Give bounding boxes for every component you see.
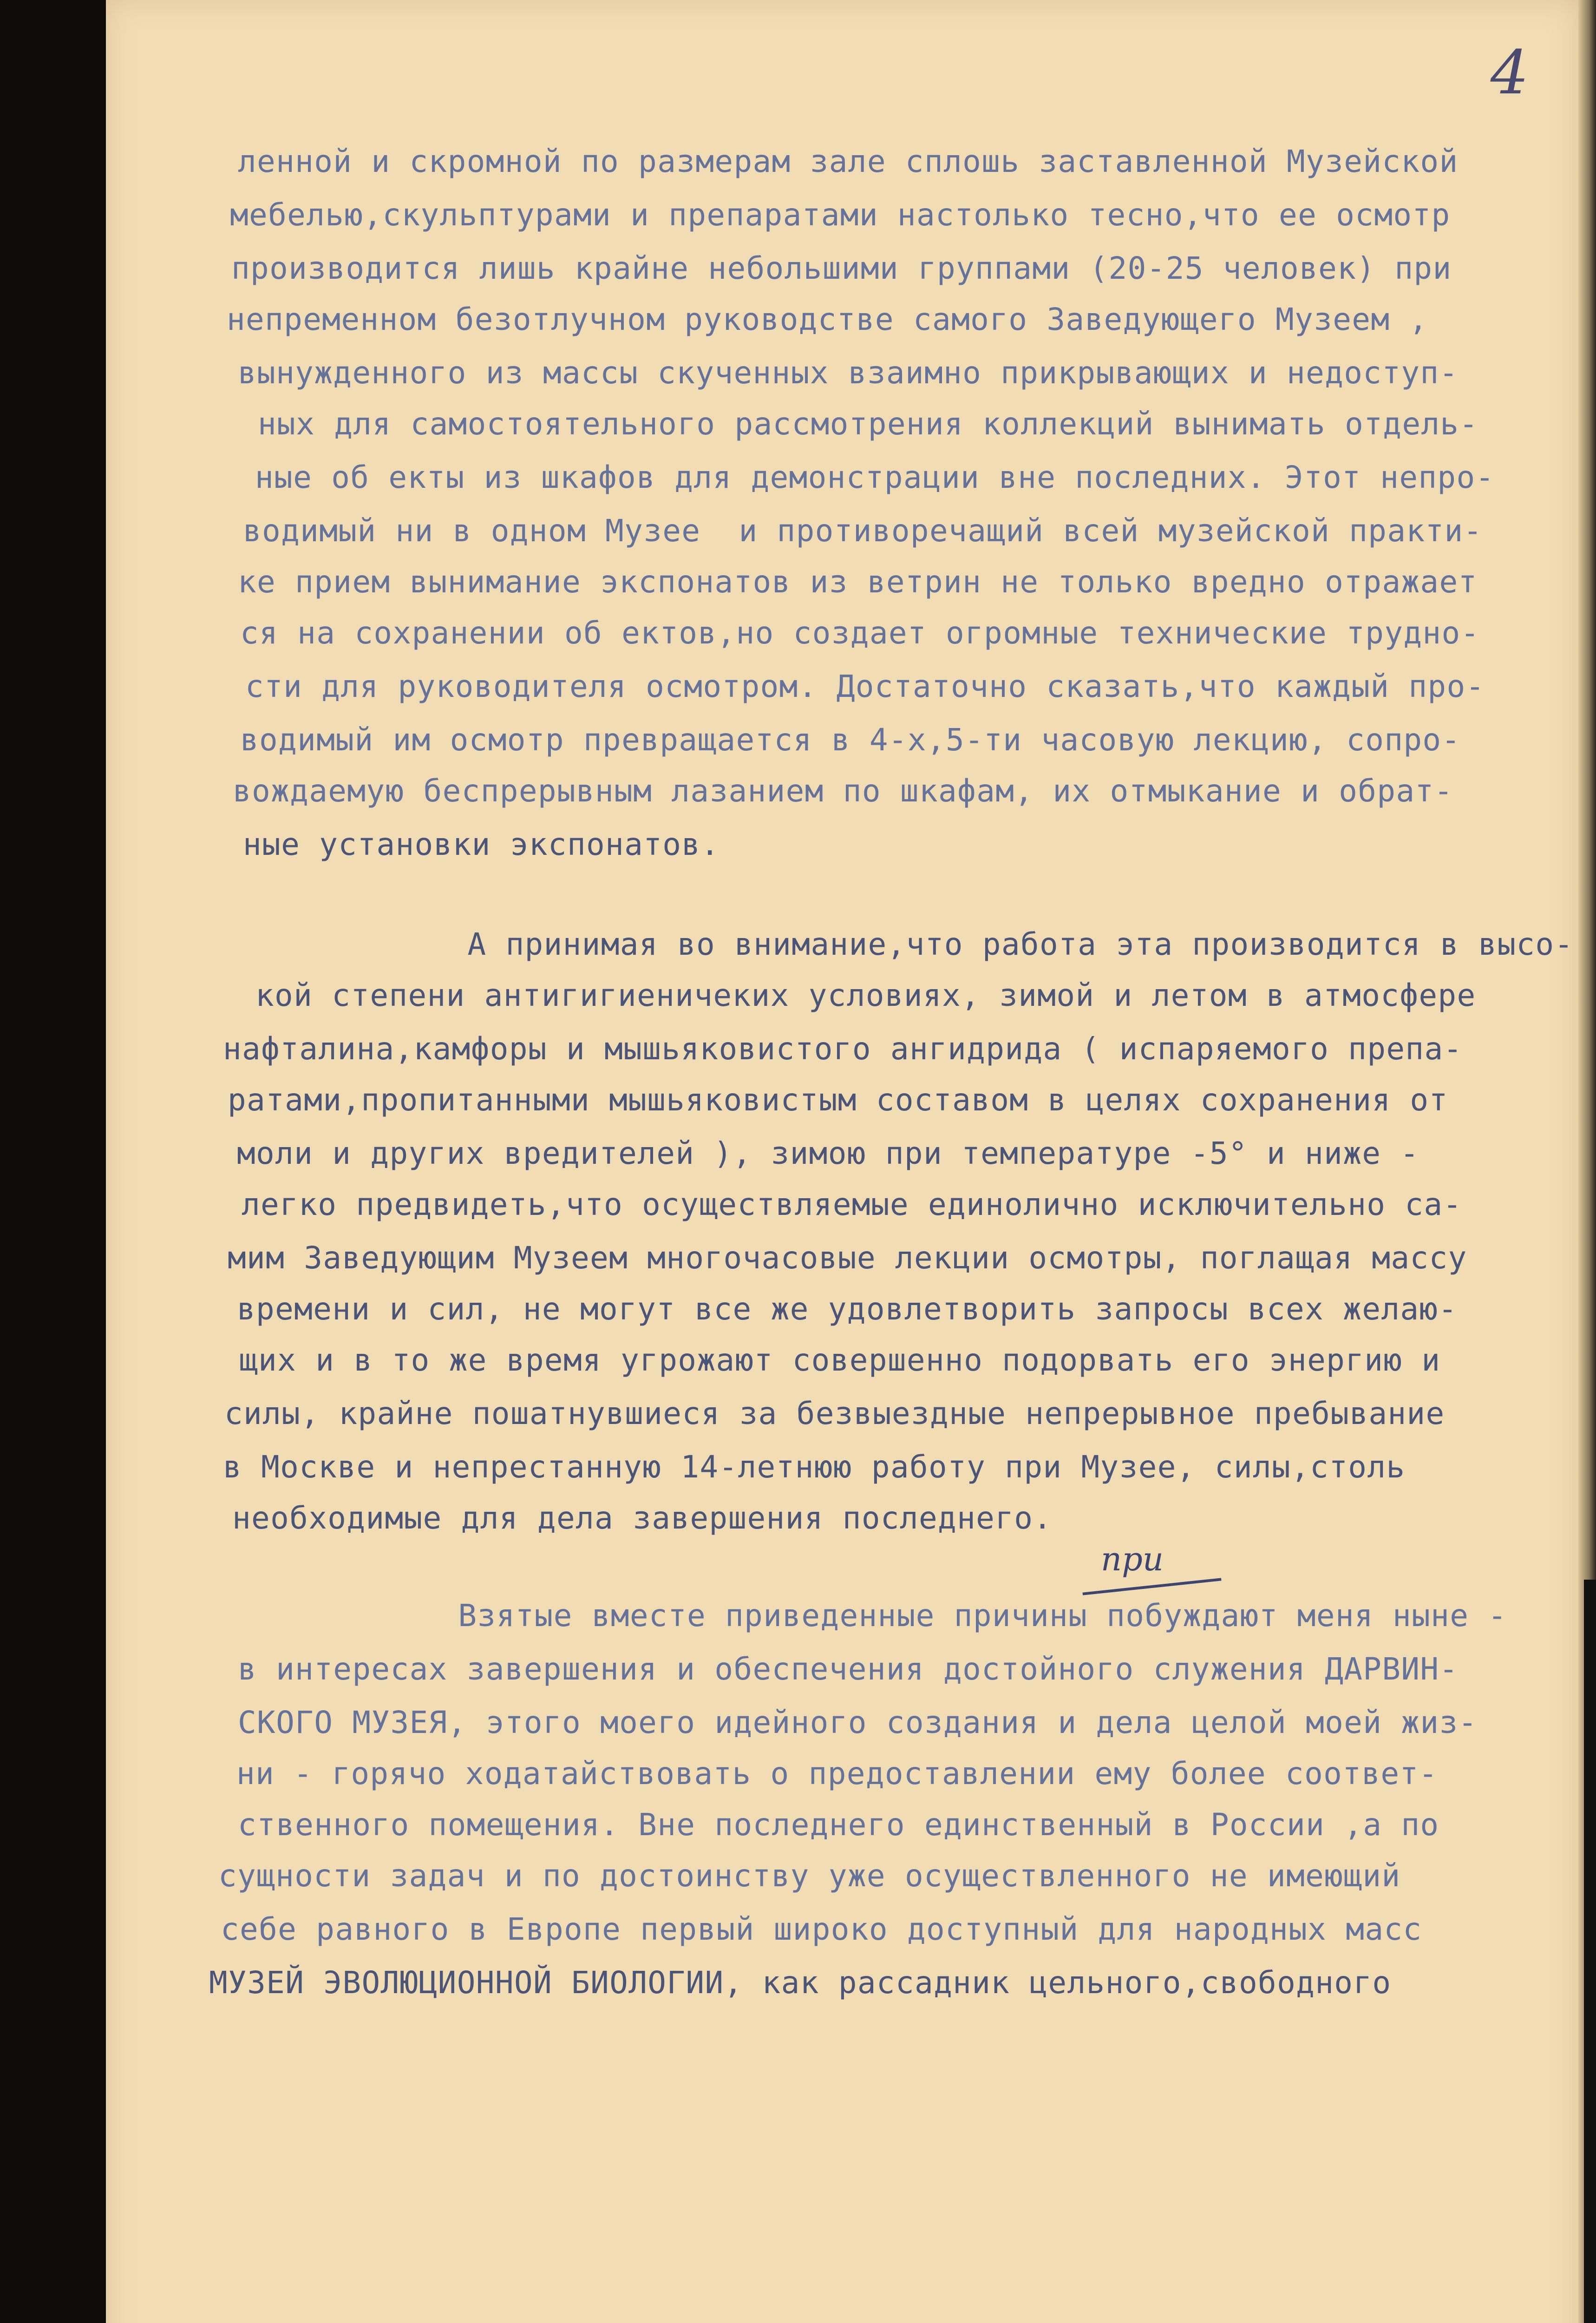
text-line: сущности задач и по достоинству уже осуществленного не имеющий — [218, 1858, 1401, 1894]
text-line: ные об екты из шкафов для демонстрации вне последних. Этот непро- — [255, 459, 1495, 495]
text-line: себе равного в Европе первый широко доступный для народных масс — [221, 1911, 1422, 1947]
text-line: ратами,пропитанными мышьяковистым составом в целях сохранения от — [228, 1082, 1448, 1118]
text-line: силы, крайне пошатнувшиеся за безвыездные непрерывное пребывание — [224, 1396, 1445, 1431]
text-line: ные установки экспонатов. — [243, 827, 720, 862]
text-line: мим Заведующим Музеем многочасовые лекции осмотры, поглащая массу — [228, 1240, 1467, 1276]
text-line: в Москве и непрестанную 14-летнюю работу при Музее, силы,столь — [223, 1449, 1406, 1485]
text-line: водимый им осмотр превращается в 4-х,5-ти часовую лекцию, сопро- — [240, 722, 1461, 758]
text-line: производится лишь крайне небольшими группами (20-25 человек) при — [231, 250, 1452, 286]
text-line: сти для руководителя осмотром. Достаточно сказать,что каждый про- — [245, 669, 1485, 704]
text-line: нафталина,камфоры и мышьяковистого ангидрида ( испаряемого препа- — [223, 1031, 1463, 1067]
page-number: 4 — [1490, 37, 1529, 108]
text-line: непременном безотлучном руководстве самого Заведующего Музеем , — [227, 302, 1428, 337]
text-line: ке прием вынимание экспонатов из ветрин не только вредно отражает — [238, 564, 1478, 600]
text-line: водимый ни в одном Музее и противоречащий всей музейской практи- — [243, 513, 1483, 549]
text-line: мебелью,скульптурами и препаратами настолько тесно,что ее осмотр — [230, 197, 1451, 233]
text-line: моли и других вредителей ), зимою при температуре -5° и ниже - — [237, 1135, 1419, 1171]
text-line: в интересах завершения и обеспечения достойного служения ДАРВИН- — [238, 1651, 1459, 1687]
text-line: необходимые для дела завершения последнего. — [232, 1500, 1053, 1536]
text-line: вынужденного из массы скученных взаимно прикрывающих и недоступ- — [238, 355, 1459, 391]
text-line: вождаемую беспрерывным лазанием по шкафам, их отмыкание и обрат- — [233, 773, 1453, 809]
text-line: кой степени антигигиеничеких условиях, зимой и летом в атмосфере — [255, 978, 1476, 1013]
text-line: Взятые вместе приведенные причины побуждают меня ныне - — [344, 1598, 1507, 1634]
text-line: легко предвидеть,что осуществляемые единолично исключительно са- — [242, 1187, 1462, 1222]
text-line: МУЗЕЙ ЭВОЛЮЦИОННОЙ БИОЛОГИИ, как рассадник цельного,свободного — [209, 1965, 1392, 2001]
text-line: ственного помещения. Вне последнего единственный в России ,а по — [238, 1807, 1439, 1843]
handwritten-insert: при — [1101, 1540, 1164, 1578]
text-line: времени и сил, не могут все же удовлетворить запросы всех желаю- — [237, 1291, 1458, 1327]
text-line: ных для самостоятельного рассмотрения коллекций вынимать отдель- — [258, 406, 1478, 442]
text-line: щих и в то же время угрожают совершенно подорвать его энергию и — [239, 1342, 1441, 1378]
text-line: СКОГО МУЗЕЯ, этого моего идейного создания и дела целой моей жиз- — [238, 1705, 1478, 1740]
text-line: ленной и скромной по размерам зале сплошь заставленной Музейской — [238, 144, 1459, 179]
text-line: А принимая во внимание,что работа эта производится в высо- — [353, 926, 1574, 962]
text-line: ни - горячо ходатайствовать о предоставлении ему более соответ- — [236, 1756, 1438, 1791]
text-line: ся на сохранении об ектов,но создает огромные технические трудно- — [240, 615, 1480, 651]
